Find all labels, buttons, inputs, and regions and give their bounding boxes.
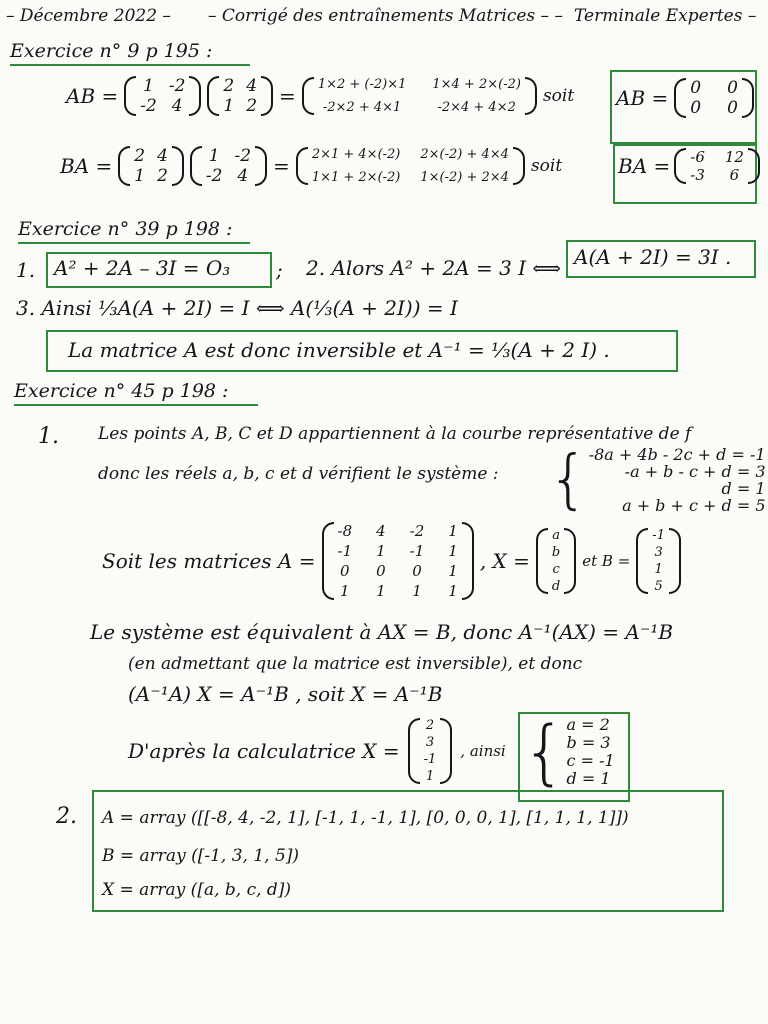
cell: 1 — [412, 582, 422, 600]
vector-x-solution — [408, 718, 453, 784]
cell: -1 — [409, 542, 425, 560]
ex39-conclusion: La matrice A est donc inversible et A⁻¹ = ⅓(A + 2 I) . — [68, 338, 610, 362]
ba-label: BA = — [60, 154, 113, 178]
cell: -2 — [205, 166, 223, 186]
cell: -1 — [337, 542, 353, 560]
cell: -8 — [337, 522, 353, 540]
cell: 3 — [654, 545, 663, 560]
ex45-system — [548, 443, 766, 517]
cell: 1 — [376, 582, 386, 600]
cell: 0 — [412, 562, 422, 580]
cell: 2 — [246, 96, 258, 116]
matrix-a — [190, 146, 267, 186]
cell: 1 — [143, 76, 154, 96]
matrix-a-4x4 — [322, 522, 474, 600]
soit-text: soit — [542, 86, 575, 106]
ex39-q3: 3. Ainsi ⅓A(A + 2I) = I ⟺ A(⅓(A + 2I)) = I — [16, 296, 458, 320]
cell: b — [551, 545, 561, 560]
cell: -2×2 + 4×1 — [322, 100, 402, 115]
header-date: – Décembre 2022 – — [6, 6, 171, 26]
cell: -2 — [140, 96, 157, 116]
matrix-b — [118, 146, 184, 186]
cell: 3 — [425, 735, 435, 750]
solution-line: b = 3 — [566, 733, 611, 752]
ba-result-label: BA = — [618, 154, 671, 178]
system-line: a + b + c + d = 5 — [622, 496, 766, 515]
solution-line: c = -1 — [566, 751, 615, 770]
solution-line: a = 2 — [566, 715, 610, 734]
ba-equation — [60, 146, 562, 186]
cell: 1×2 + (-2)×1 — [317, 77, 407, 92]
soit-text: soit — [530, 156, 563, 176]
matrix-a — [124, 76, 201, 116]
ex45-equiv: Le système est équivalent à AX = B, donc A⁻¹(AX) = A⁻¹B — [90, 620, 674, 644]
cell: 12 — [724, 148, 744, 166]
ex45-p2-num: 2. — [56, 804, 77, 829]
brace-icon: { — [548, 443, 589, 517]
system-line: -8a + 4b - 2c + d = -1 — [588, 445, 766, 464]
code-line: X = array ([a, b, c, d]) — [102, 880, 292, 900]
ex39-q1: A² + 2A – 3I = O₃ — [54, 256, 231, 280]
x-label: , X = — [479, 549, 530, 573]
cell: 1 — [654, 562, 663, 577]
ex39-q2-result: A(A + 2I) = 3I . — [574, 245, 732, 269]
solution-system — [522, 711, 615, 793]
et-b-label: et B = — [582, 552, 631, 570]
cell: -2 — [409, 522, 425, 540]
solution-line: d = 1 — [566, 769, 611, 788]
matrices-line — [102, 522, 681, 600]
ex45-p1-num: 1. — [38, 424, 59, 449]
vector-b — [636, 528, 681, 594]
cell: 1 — [223, 96, 235, 116]
cell: 4 — [246, 76, 258, 96]
ex39-q2: 2. Alors A² + 2A = 3 I ⟺ — [306, 256, 562, 280]
ex9-title: Exercice n° 9 p 195 : — [10, 40, 250, 66]
cell: 1 — [134, 166, 146, 186]
cell: 4 — [237, 166, 249, 186]
cell: 0 — [690, 78, 702, 98]
cell: 6 — [729, 166, 740, 184]
cell: 1 — [340, 582, 350, 600]
cell: 4 — [376, 522, 386, 540]
ex45-so: (A⁻¹A) X = A⁻¹B , soit X = A⁻¹B — [128, 682, 443, 706]
vector-x — [536, 528, 576, 594]
ba-result — [618, 148, 760, 184]
ex39-q1-num: 1. — [16, 258, 36, 282]
cell: -3 — [690, 166, 705, 184]
cell: 1 — [376, 542, 386, 560]
code-line: A = array ([[-8, 4, -2, 1], [-1, 1, -1, 1], [0, 0, 0, 1], [1, 1, 1, 1]]) — [102, 808, 629, 828]
cell: d — [551, 579, 561, 594]
ex39-sep: ; — [276, 258, 283, 282]
cell: 1 — [448, 582, 458, 600]
cell: a — [552, 528, 560, 543]
cell: -2×4 + 4×2 — [437, 100, 516, 115]
cell: 1×(-2) + 2×4 — [420, 170, 509, 185]
header-title: – Corrigé des entraînements Matrices – – — [208, 6, 563, 26]
cell: 0 — [690, 98, 702, 118]
ainsi-text: , ainsi — [460, 742, 506, 760]
cell: 1 — [208, 146, 220, 166]
ab-result — [616, 78, 754, 118]
cell: -1 — [652, 528, 665, 543]
ba-calc-matrix — [296, 147, 525, 185]
cell: 2 — [425, 718, 435, 733]
cell: 1 — [448, 522, 458, 540]
matrix-b — [207, 76, 273, 116]
cell: 5 — [654, 579, 663, 594]
soit-matrices: Soit les matrices A = — [102, 549, 316, 573]
cell: 1×4 + 2×(-2) — [432, 77, 521, 92]
system-line: d = 1 — [721, 479, 766, 498]
cell: -2 — [234, 146, 252, 166]
cell: 0 — [376, 562, 386, 580]
calc-text: D'après la calculatrice X = — [128, 739, 400, 763]
ex45-line1: Les points A, B, C et D appartiennent à la courbe représentative de f — [98, 424, 692, 444]
ab-result-label: AB = — [616, 86, 669, 110]
cell: 0 — [727, 98, 738, 118]
cell: 0 — [727, 78, 738, 98]
header-class: Terminale Expertes – — [574, 6, 757, 26]
cell: -1 — [423, 752, 437, 767]
equals: = — [279, 84, 296, 108]
cell: -2 — [168, 76, 186, 96]
cell: 1 — [448, 542, 458, 560]
cell: 2×1 + 4×(-2) — [311, 147, 401, 162]
code-line: B = array ([-1, 3, 1, 5]) — [102, 846, 300, 866]
cell: 4 — [171, 96, 183, 116]
cell: 2 — [223, 76, 235, 96]
ab-label: AB = — [66, 84, 119, 108]
cell: 1 — [448, 562, 458, 580]
cell: 2 — [134, 146, 146, 166]
calc-line — [128, 718, 506, 784]
cell: 2×(-2) + 4×4 — [420, 147, 509, 162]
ex45-admit: (en admettant que la matrice est inversible), et donc — [128, 654, 583, 674]
system-line: -a + b - c + d = 3 — [624, 462, 766, 481]
cell: 1×1 + 2×(-2) — [311, 170, 401, 185]
ab-equation — [66, 76, 574, 116]
ab-calc-matrix — [302, 77, 537, 115]
ex45-line2: donc les réels a, b, c et d vérifient le système : — [98, 464, 499, 484]
cell: 0 — [340, 562, 350, 580]
ex45-title: Exercice n° 45 p 198 : — [14, 380, 258, 406]
cell: c — [552, 562, 560, 577]
cell: 1 — [425, 769, 435, 784]
brace-icon: { — [522, 711, 567, 793]
cell: 2 — [157, 166, 168, 186]
ex39-title: Exercice n° 39 p 198 : — [18, 218, 250, 244]
cell: 4 — [157, 146, 168, 166]
equals: = — [273, 154, 290, 178]
cell: -6 — [690, 148, 705, 166]
